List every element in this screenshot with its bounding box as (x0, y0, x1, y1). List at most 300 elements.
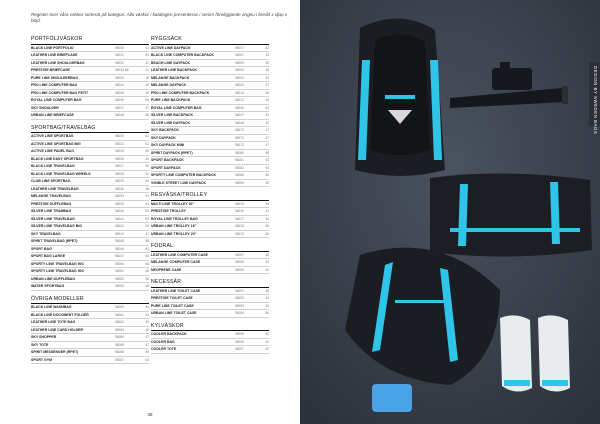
product-row (151, 135, 269, 143)
product-code: 56045 (115, 90, 124, 95)
product-page: 45 (265, 303, 269, 308)
product-row (151, 45, 269, 53)
product-row (31, 201, 149, 209)
product-name: URBAN LINE TROLLEY 16" (151, 224, 197, 229)
product-page: 56 (145, 113, 149, 118)
product-page: 54 (265, 105, 269, 110)
product-row (151, 67, 269, 75)
product-name: PRO LINE COMPUTER BAG PETIT (31, 90, 89, 95)
product-page: 45 (265, 98, 269, 103)
product-code: 56028 (115, 171, 124, 176)
product-name: SILVER LINE TRAVELBAG BIG (31, 224, 83, 229)
product-page: 41 (145, 201, 149, 206)
product-name: CLUB LINE SPORTBAG (31, 179, 71, 184)
product-name: SPORTY LINE TRAVELBAG 50C (31, 269, 85, 274)
product-row (31, 60, 149, 68)
product-page: 63 (265, 165, 269, 170)
product-row (151, 52, 269, 60)
product-row (31, 312, 149, 320)
product-page: 51 (265, 75, 269, 80)
product-row (151, 127, 269, 135)
product-code: 56003 (235, 83, 244, 88)
product-name: SPORT BACKPACK (151, 158, 184, 163)
product-page: 48 (265, 288, 269, 293)
category-title: RYGGSÄCK (151, 36, 269, 45)
product-code: 56096 (235, 339, 244, 344)
product-code: 56070 (235, 128, 244, 133)
product-code: 56025 (115, 149, 124, 154)
product-page: 49 (145, 320, 149, 325)
product-name: LEATHER LINE BACKPACK (151, 68, 197, 73)
product-row (31, 238, 149, 246)
product-row (31, 156, 149, 164)
product-code: 56012 (235, 98, 244, 103)
product-page: 43 (265, 53, 269, 58)
page-number: 38 (147, 412, 153, 417)
product-name: URBAN LINE TOILET CASE (151, 311, 197, 316)
product-code: 56065 (115, 342, 124, 347)
product-row (151, 105, 269, 113)
product-row (151, 267, 269, 275)
category-section (151, 279, 269, 318)
product-code: 56026 (115, 156, 124, 161)
product-row (31, 163, 149, 171)
product-code: 56048 (235, 120, 244, 125)
category-title: KYLVÄSKOR (151, 323, 269, 332)
product-row (31, 246, 149, 254)
product-row (31, 148, 149, 156)
product-page: 55 (265, 201, 269, 206)
product-name: COOLER TOTE (151, 347, 177, 352)
product-code: 56053 (115, 284, 124, 289)
product-row (151, 303, 269, 311)
product-code: 56034 (115, 194, 124, 199)
product-page: 41 (265, 209, 269, 214)
product-name: BLACK LINE PORTFOLIO (31, 45, 74, 50)
intro-text: Register över våra väskor sorterat på kategori. Alla väskor i katalogen presenteras i serien föreliggande angeu i bredd x djup x höjd. (31, 12, 288, 24)
product-row (31, 342, 149, 350)
category-section (31, 36, 149, 120)
product-row (31, 223, 149, 231)
product-code: 56093 (235, 303, 244, 308)
product-code: 56020 (115, 134, 124, 139)
product-page: 47 (145, 335, 149, 340)
product-name: SKY DAYPACK MINI (151, 143, 185, 148)
product-row (151, 112, 269, 120)
product-row (151, 288, 269, 296)
product-code: 56051 (115, 269, 124, 274)
product-name: SKY SHOULDER (31, 105, 59, 110)
product-name: WATER SPORTBAG (31, 284, 65, 289)
product-code: 56057 (235, 252, 244, 257)
product-page: 47 (265, 128, 269, 133)
product-row (151, 60, 269, 68)
product-row (31, 334, 149, 342)
product-row (151, 201, 269, 209)
product-row (151, 310, 269, 318)
product-name: SPORT GYM (31, 357, 53, 362)
product-page: 58 (145, 350, 149, 355)
product-name: LEATHER LINE SHOULDERBAG (31, 60, 85, 65)
product-code: 56047 (235, 113, 244, 118)
product-code: 56018 (235, 224, 244, 229)
product-page: 58 (145, 239, 149, 244)
product-row (151, 157, 269, 165)
product-page: 62 (265, 45, 269, 50)
product-name: BLACK LINE WASHBAG (31, 305, 72, 310)
product-page: 44 (145, 171, 149, 176)
product-page: 56 (265, 311, 269, 316)
product-page: 54 (145, 98, 149, 103)
product-code: 56081 (235, 158, 244, 163)
backpack-image (355, 18, 445, 176)
product-row (151, 165, 269, 173)
product-page: 56 (265, 224, 269, 229)
product-code: 56010 (235, 90, 244, 95)
product-name: NEOPRENE CASE (151, 267, 182, 272)
product-name: PRESTIGE BRIEFCASE (31, 68, 70, 73)
product-name: SKY TRAVELBAG (31, 231, 61, 236)
product-row (151, 252, 269, 260)
product-name: ROYAL LINE COMPUTER BAG (151, 105, 202, 110)
product-code: 56002 (235, 75, 244, 80)
ice-pack-image (372, 384, 412, 412)
product-code: 56029 (115, 179, 124, 184)
product-row (31, 261, 149, 269)
product-row (31, 141, 149, 149)
product-name: MELANGE TRAVELBAG (31, 194, 71, 199)
product-page: 48 (265, 68, 269, 73)
product-name: SPIRIT MESSENGER (RPET) (31, 350, 79, 355)
category-title: NECESSÄR (151, 279, 269, 288)
product-name: PRESTIGE TOILET CASE (151, 296, 193, 301)
product-page: 56 (265, 231, 269, 236)
product-page: 63 (265, 158, 269, 163)
product-name: SILVER LINE TRAMBAG (31, 209, 72, 214)
product-code: 56048 (115, 113, 124, 118)
product-code: 56092 (235, 296, 244, 301)
product-code: 56044 (115, 83, 124, 88)
product-row (31, 327, 149, 335)
product-row (31, 67, 149, 75)
product-row (31, 231, 149, 239)
product-code: 56030 (115, 186, 124, 191)
product-row (151, 82, 269, 90)
product-code: 56007 (235, 45, 244, 50)
product-page: 41 (145, 60, 149, 65)
product-page: 47 (145, 342, 149, 347)
product-row (151, 142, 269, 150)
product-row (31, 253, 149, 261)
product-row (151, 259, 269, 267)
product-code: 56094 (235, 311, 244, 316)
product-code: 56015 (235, 201, 244, 206)
product-name: LEATHER LINE TOILET CASE (151, 288, 201, 293)
product-name: MELANGE COMPUTER CASE (151, 260, 201, 265)
product-row (151, 223, 269, 231)
product-row (31, 105, 149, 113)
product-code: 56042 (115, 224, 124, 229)
product-page: 44 (145, 312, 149, 317)
category-title: FODRAL (151, 243, 269, 252)
product-row (151, 97, 269, 105)
product-page: 48 (145, 186, 149, 191)
product-name: ACTIVE LINE DAYPACK (151, 45, 191, 50)
product-code: 56066 (115, 350, 124, 355)
product-photo (300, 0, 600, 424)
product-code: 56030 (115, 45, 124, 50)
product-code: 56059 (235, 267, 244, 272)
product-row (31, 357, 149, 365)
product-code: 56017 (235, 216, 244, 221)
product-row (31, 52, 149, 60)
product-code: 56045 (115, 239, 124, 244)
product-row (151, 216, 269, 224)
product-code: 56067 (115, 357, 124, 362)
photo-page (300, 0, 600, 424)
product-page: 64 (145, 179, 149, 184)
product-code: 56040 (115, 209, 124, 214)
product-page: 41 (145, 45, 149, 50)
product-page: 62 (145, 149, 149, 154)
product-row (31, 75, 149, 83)
category-section (31, 125, 149, 291)
category-section (151, 192, 269, 238)
product-code: 56052 (115, 276, 124, 281)
product-row (31, 171, 149, 179)
product-page: 66 (145, 269, 149, 274)
product-page: 56 (145, 276, 149, 281)
product-row (31, 45, 149, 53)
product-row (151, 90, 269, 98)
product-page: 61 (145, 134, 149, 139)
product-name: PURE LINE TOILET CASE (151, 303, 194, 308)
product-name: SPORT BAG LARGE (31, 254, 66, 259)
product-code: 56035 (115, 201, 124, 206)
product-name: PRO LINE COMPUTER BAG (31, 83, 78, 88)
product-row (151, 331, 269, 339)
product-name: ROYAL LINE TROLLEY BAG (151, 216, 198, 221)
product-row (151, 150, 269, 158)
product-code: 56004 (235, 68, 244, 73)
product-page: 53 (145, 209, 149, 214)
product-row (31, 319, 149, 327)
product-name: BEACH LINE DAYPACK (151, 60, 191, 65)
product-row (151, 75, 269, 83)
product-name: PURE LINE BACKPACK (151, 98, 191, 103)
product-row (31, 186, 149, 194)
product-name: BLACK LINE COMPUTER BACKPACK (151, 53, 214, 58)
product-page: 63 (145, 254, 149, 259)
product-row (151, 208, 269, 216)
product-name: MULTI LINE TROLLEY 20" (151, 201, 195, 206)
product-name: SILVER LINE BACKPACK (151, 113, 194, 118)
category-title: PORTFÖLJVÄSKOR (31, 36, 149, 45)
product-page: 66 (265, 173, 269, 178)
product-code: 56082 (235, 165, 244, 170)
category-section (151, 36, 269, 187)
product-page: 53 (265, 113, 269, 118)
product-code: 56047 (115, 105, 124, 110)
product-page: 51 (265, 260, 269, 265)
product-row (151, 180, 269, 188)
product-name: LEATHER LINE CARD HOLDER (31, 327, 84, 332)
product-page: 65 (265, 60, 269, 65)
product-name: PRESTIGE TROLLEY (151, 209, 187, 214)
product-name: SILVER LINE TRAVELBAG (31, 216, 75, 221)
product-code: 56047 (115, 254, 124, 259)
category-title: ÖVRIGA MODELLER (31, 296, 149, 305)
right-column (151, 36, 269, 359)
category-section (31, 296, 149, 365)
product-code: 56027 (115, 164, 124, 169)
product-row (31, 268, 149, 276)
product-page: 47 (265, 143, 269, 148)
product-name: BLACK LINE TRAVELBAG (31, 164, 75, 169)
product-page: 60 (265, 339, 269, 344)
product-name: BLACK LINE EASY SPORTBAG (31, 156, 84, 161)
product-page: 58 (265, 150, 269, 155)
product-name: LEATHER LINE TRAVELBAG (31, 186, 79, 191)
product-page: 60 (265, 347, 269, 352)
product-code: 56063 (115, 327, 124, 332)
product-code: 56001 (235, 53, 244, 58)
product-code: 56041 (115, 216, 124, 221)
product-row (31, 276, 149, 284)
product-row (151, 339, 269, 347)
product-page: 53 (145, 224, 149, 229)
product-row (31, 133, 149, 141)
product-page: 47 (145, 105, 149, 110)
product-page: 59 (265, 180, 269, 185)
product-code: 56090 (235, 180, 244, 185)
product-row (31, 178, 149, 186)
product-name: PRO LINE COMPUTER BACKPACK (151, 90, 210, 95)
product-row (31, 193, 149, 201)
product-page: 51 (145, 194, 149, 199)
product-name: URBAN LINE TROLLEY 20" (151, 231, 197, 236)
product-row (151, 346, 269, 354)
product-name: BLACK LINE DOCUMENT FOLDER (31, 312, 89, 317)
product-code: 56034 (115, 75, 124, 80)
product-row (31, 97, 149, 105)
product-name: LEATHER LINE COMPUTER CASE (151, 252, 208, 257)
product-code: 56072 (235, 143, 244, 148)
product-page: 41 (145, 68, 149, 73)
product-name: SPIRIT TRAVELBAG (RPET) (31, 239, 78, 244)
product-row (31, 216, 149, 224)
product-page: 61 (145, 141, 149, 146)
product-row (151, 231, 269, 239)
product-code: 56064 (115, 335, 124, 340)
product-name: ACTIVE LINE SPORTBAG BIG (31, 141, 81, 146)
product-code: 56046 (115, 98, 124, 103)
product-row (151, 120, 269, 128)
product-row (31, 90, 149, 98)
product-name: MELANGE DAYPACK (151, 83, 187, 88)
product-name: LEATHER LINE BRIEFCASE (31, 53, 78, 58)
product-row (31, 82, 149, 90)
product-code: 56062 (115, 320, 124, 325)
product-name: SKY TOTE (31, 342, 49, 347)
product-code: 56060 (115, 305, 124, 310)
product-page: 63 (145, 246, 149, 251)
product-row (31, 208, 149, 216)
product-code: 56031 (115, 53, 124, 58)
product-page: 60 (265, 332, 269, 337)
product-code: 56046 (115, 246, 124, 251)
product-code: 56091 (235, 288, 244, 293)
section-tab-label: DESIGN BY SWEDEN BAGS (593, 66, 598, 135)
product-code: 56021 (115, 141, 124, 146)
product-name: SKY DAYPACK (151, 135, 176, 140)
product-name: URBAN LINE BRIEFCASE (31, 113, 74, 118)
product-name: VISIBLE STREET LINE DAYPACK (151, 180, 207, 185)
category-title: RESVÄSKA/TROLLEY (151, 192, 269, 201)
left-column (31, 36, 149, 369)
product-page: 46 (145, 83, 149, 88)
product-row (31, 304, 149, 312)
product-name: ACTIVE LINE PADEL BAG (31, 149, 75, 154)
product-code: 56095 (235, 332, 244, 337)
product-page: 63 (145, 357, 149, 362)
product-page: 47 (265, 135, 269, 140)
product-code: 56085 (235, 173, 244, 178)
product-page: 47 (145, 231, 149, 236)
product-page: 48 (265, 252, 269, 257)
product-page: 60 (265, 267, 269, 272)
product-row (151, 172, 269, 180)
duffle-bag-image (430, 173, 592, 256)
product-page: 54 (265, 216, 269, 221)
product-code: 56033 BE (115, 68, 130, 73)
product-code: 56032 (115, 60, 124, 65)
product-code: 56061 (115, 312, 124, 317)
product-code: 56019 (235, 231, 244, 236)
product-name: ROYAL LINE COMPUTER BAG (31, 98, 82, 103)
product-row (31, 112, 149, 120)
product-name: SPIRIT DAYPACK (RPET) (151, 150, 193, 155)
product-name: URBAN LINE DUFFLEBAG (31, 276, 76, 281)
product-code: 56071 (235, 135, 244, 140)
product-name: LEATHER LINE TOTE BAG (31, 320, 76, 325)
product-name: SPORTY LINE TRAVELBAG 50C (31, 261, 85, 266)
product-page: 46 (265, 90, 269, 95)
product-name: SKY BACKPACK (151, 128, 179, 133)
product-page: 43 (145, 156, 149, 161)
category-section (151, 243, 269, 274)
product-name: SILVER LINE DAYPACK (151, 120, 191, 125)
product-page: 41 (265, 296, 269, 301)
product-name: PRESTIGE DUFFLEBAG (31, 201, 72, 206)
product-page: 51 (265, 83, 269, 88)
product-page: 53 (265, 120, 269, 125)
product-code: 56043 (115, 231, 124, 236)
product-page: 49 (145, 327, 149, 332)
product-name: SPORT BAG (31, 246, 52, 251)
product-name: ACTIVE LINE SPORTBAG (31, 134, 74, 139)
product-page: 45 (145, 75, 149, 80)
product-name: COOLER BAG (151, 339, 175, 344)
product-name: PURE LINE SHOULDERBAG (31, 75, 79, 80)
product-page: 53 (145, 216, 149, 221)
product-code: 56046 (235, 105, 244, 110)
product-page: 65 (145, 284, 149, 289)
product-name: MELANGE BACKPACK (151, 75, 190, 80)
product-page: 66 (145, 261, 149, 266)
product-row (31, 283, 149, 291)
product-name: SPORTY LINE COMPUTER BACKPACK (151, 173, 217, 178)
